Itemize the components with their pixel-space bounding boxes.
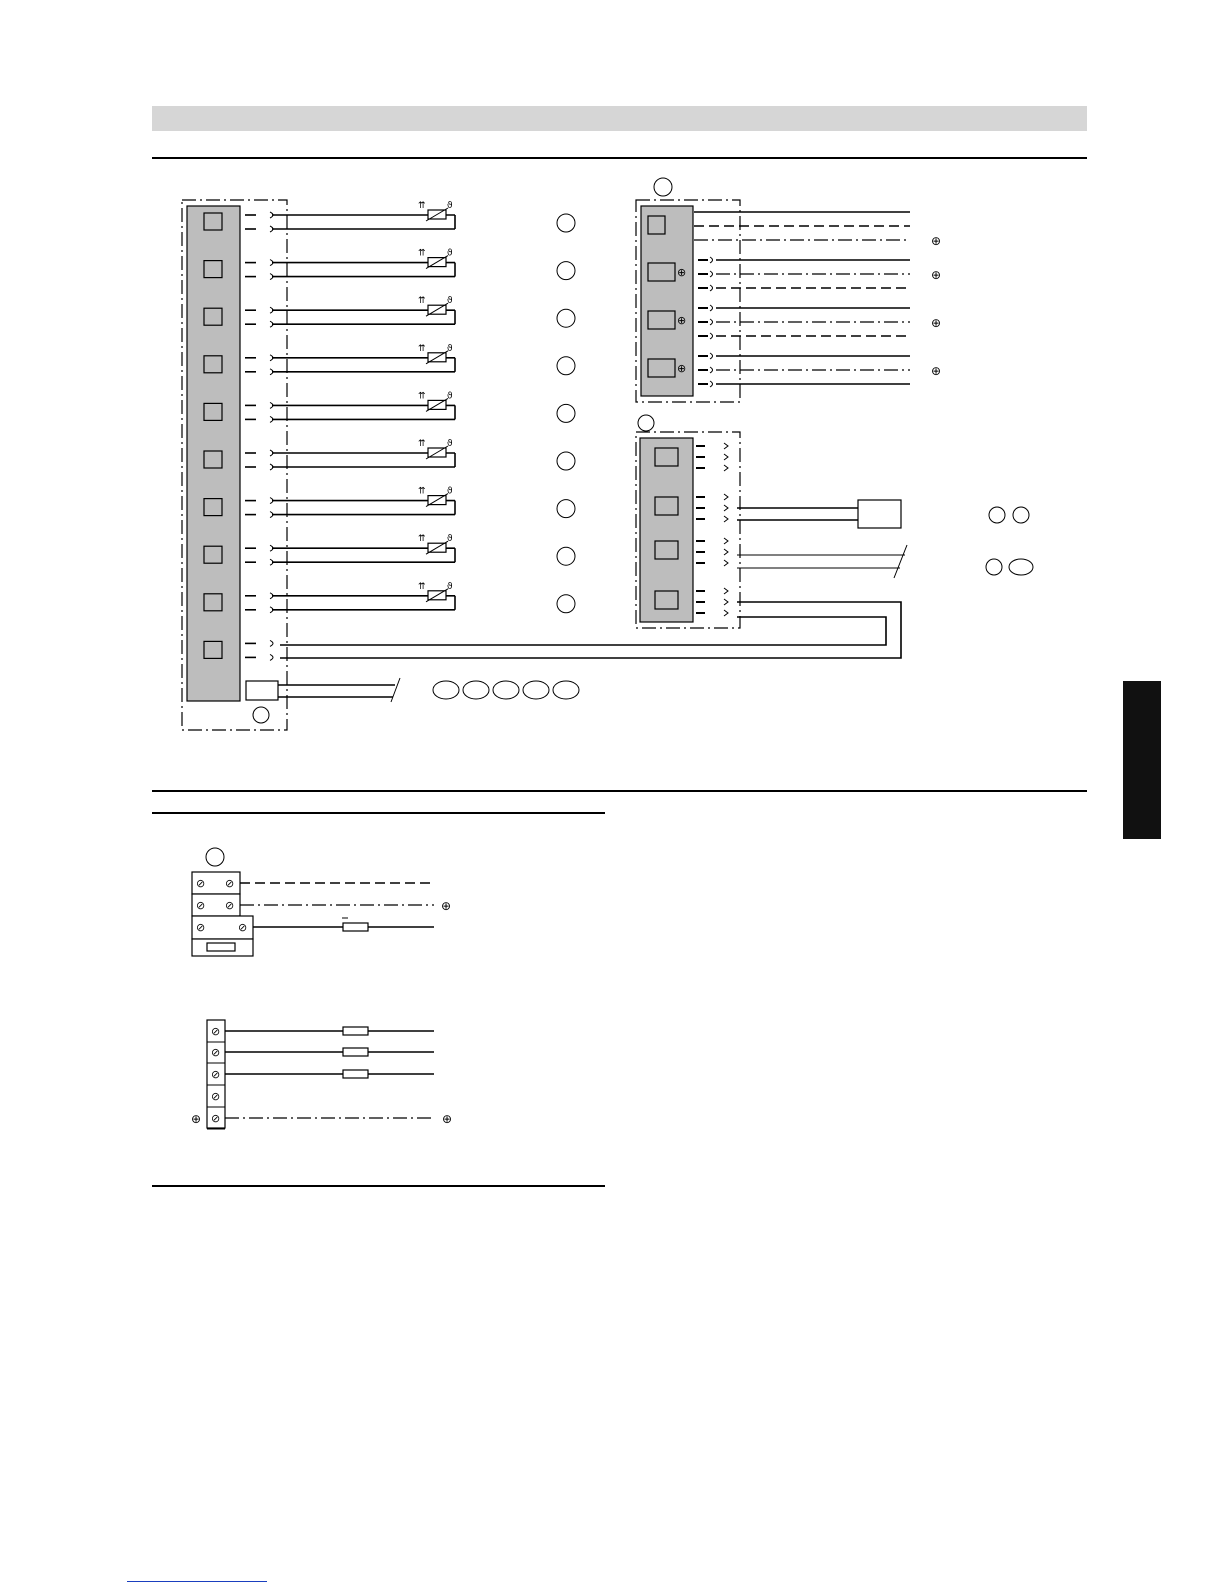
sensor-arrow-icon: ⇈ (418, 486, 426, 497)
terminal-slot (204, 213, 222, 230)
plug-mark (710, 285, 713, 291)
output-terminal (648, 263, 675, 281)
output-module (636, 178, 941, 402)
plug-mark (724, 549, 728, 555)
plug-mark (710, 333, 713, 339)
fuse-icon (343, 1027, 368, 1035)
sensor-theta-icon: ϑ (447, 534, 453, 545)
output-module-label-circle (654, 178, 672, 196)
earth-ground-icon: ⊕ (931, 268, 942, 282)
terminal-slot (204, 403, 222, 420)
terminal-slot (204, 499, 222, 516)
sensor-theta-icon: ϑ (447, 581, 453, 592)
cut-mark (391, 678, 400, 702)
supply-lines (278, 678, 579, 702)
earth-ground-icon: ⊕ (677, 266, 687, 279)
plug-mark (724, 516, 728, 522)
terminal-slot (204, 451, 222, 468)
sensor-row (272, 249, 575, 280)
sensor-arrow-icon: ⇈ (418, 581, 426, 592)
plug-mark (710, 305, 713, 311)
sensor-label-circle (557, 309, 575, 327)
reference-oval (433, 681, 459, 699)
io-module-label-circle (638, 415, 654, 431)
sensor-label-circle (557, 262, 575, 280)
sensor-arrow-icon: ⇈ (418, 248, 426, 259)
sensor-row (272, 582, 575, 613)
sensor-theta-icon: ϑ (447, 486, 453, 497)
earth-ground-icon: ⊕ (191, 1112, 202, 1126)
terminal-strip-diagram (191, 1020, 452, 1129)
power-supply-diagram (192, 848, 451, 956)
plug-mark (710, 257, 713, 263)
fuse-icon (343, 1070, 368, 1078)
sensor-row (272, 487, 575, 518)
plug-mark (724, 505, 728, 511)
sensor-label-circle (557, 214, 575, 232)
plug-mark (710, 319, 713, 325)
screw-terminal-icon: ⊘ (211, 1112, 221, 1125)
sensor-label-circle (557, 500, 575, 518)
terminal-slot (204, 261, 222, 278)
earth-ground-icon: ⊕ (931, 234, 942, 248)
fuse-icon (343, 923, 368, 931)
sensor-label-circle (557, 452, 575, 470)
screw-terminal-icon: ⊘ (196, 877, 206, 890)
plug-mark (724, 454, 728, 460)
screw-terminal-icon: ⊘ (225, 877, 235, 890)
io-module (636, 415, 1033, 628)
earth-ground-icon: ⊕ (441, 899, 452, 913)
fuse-icon (343, 1048, 368, 1056)
plug-mark (710, 271, 713, 277)
sensor-row (272, 201, 575, 232)
sensor-theta-icon: ϑ (447, 296, 453, 307)
plug-mark (724, 443, 728, 449)
screw-terminal-icon: ⊘ (211, 1068, 221, 1081)
earth-ground-icon: ⊕ (931, 316, 942, 330)
sensor-label-circle (557, 357, 575, 375)
screw-terminal-icon: ⊘ (196, 921, 206, 934)
sensor-theta-icon: ϑ (447, 391, 453, 402)
main-controller-connector (246, 681, 278, 700)
plug-mark (724, 538, 728, 544)
earth-ground-icon: ⊕ (442, 1112, 453, 1126)
io-terminal (655, 591, 678, 609)
screw-terminal-icon: ⊘ (211, 1046, 221, 1059)
io-terminal (655, 541, 678, 559)
plug-mark (724, 494, 728, 500)
sensor-arrow-icon: ⇈ (418, 343, 426, 354)
main-controller (182, 200, 287, 730)
screw-terminal-icon: ⊘ (225, 899, 235, 912)
plug-mark (724, 599, 728, 605)
sensor-arrow-icon: ⇈ (418, 534, 426, 545)
output-terminal (648, 311, 675, 329)
earth-ground-icon: ⊕ (677, 314, 687, 327)
sensor-theta-icon: ϑ (447, 248, 453, 259)
terminal-slot (204, 641, 222, 658)
plug-mark (724, 465, 728, 471)
legend-circle-1 (989, 507, 1005, 523)
fuse-holder (207, 943, 235, 951)
sensor-theta-icon: ϑ (447, 201, 453, 211)
reference-oval (553, 681, 579, 699)
plug-mark (724, 560, 728, 566)
sensor-theta-icon: ϑ (447, 343, 453, 354)
earth-ground-icon: ⊕ (677, 362, 687, 375)
screw-terminal-icon: ⊘ (211, 1090, 221, 1103)
sensor-arrow-icon: ⇈ (418, 391, 426, 402)
bus-cable-inner (280, 617, 886, 645)
screw-terminal-icon: ⊘ (238, 921, 248, 934)
plug-mark (710, 381, 713, 387)
reference-oval (493, 681, 519, 699)
sensor-arrow-icon: ⇈ (418, 201, 426, 211)
plug-mark (710, 367, 713, 373)
external-device-box (858, 500, 901, 528)
sensor-label-circle (557, 547, 575, 565)
terminal-slot (204, 546, 222, 563)
terminal-slot (204, 308, 222, 325)
sensor-theta-icon: ϑ (447, 439, 453, 449)
legend-circle-2 (1013, 507, 1029, 523)
earth-ground-icon: ⊕ (931, 364, 942, 378)
plug-mark (270, 640, 273, 660)
output-terminal (648, 359, 675, 377)
terminal-slot (204, 594, 222, 611)
screw-terminal-icon: ⊘ (211, 1025, 221, 1038)
legend-oval (1009, 559, 1033, 575)
sensor-row (272, 439, 575, 470)
power-supply-label-circle (206, 848, 224, 866)
io-terminal (655, 497, 678, 515)
sensor-row (272, 391, 575, 422)
io-terminal (655, 448, 678, 466)
screw-terminal-icon: ⊘ (196, 899, 206, 912)
sensor-arrow-icon: ⇈ (418, 296, 426, 307)
sensor-rows (272, 201, 575, 613)
main-controller-label-circle (253, 707, 269, 723)
reference-oval (523, 681, 549, 699)
io-cut-mark (894, 545, 907, 578)
plug-mark (710, 353, 713, 359)
sensor-row (272, 534, 575, 565)
sensor-row (272, 296, 575, 327)
legend-circle-3 (986, 559, 1002, 575)
reference-oval (463, 681, 489, 699)
output-terminal (648, 216, 665, 234)
sensor-label-circle (557, 595, 575, 613)
sensor-row (272, 344, 575, 375)
terminal-slot (204, 356, 222, 373)
plug-mark (724, 588, 728, 594)
sensor-label-circle (557, 404, 575, 422)
plug-mark (724, 610, 728, 616)
sensor-arrow-icon: ⇈ (418, 439, 426, 449)
